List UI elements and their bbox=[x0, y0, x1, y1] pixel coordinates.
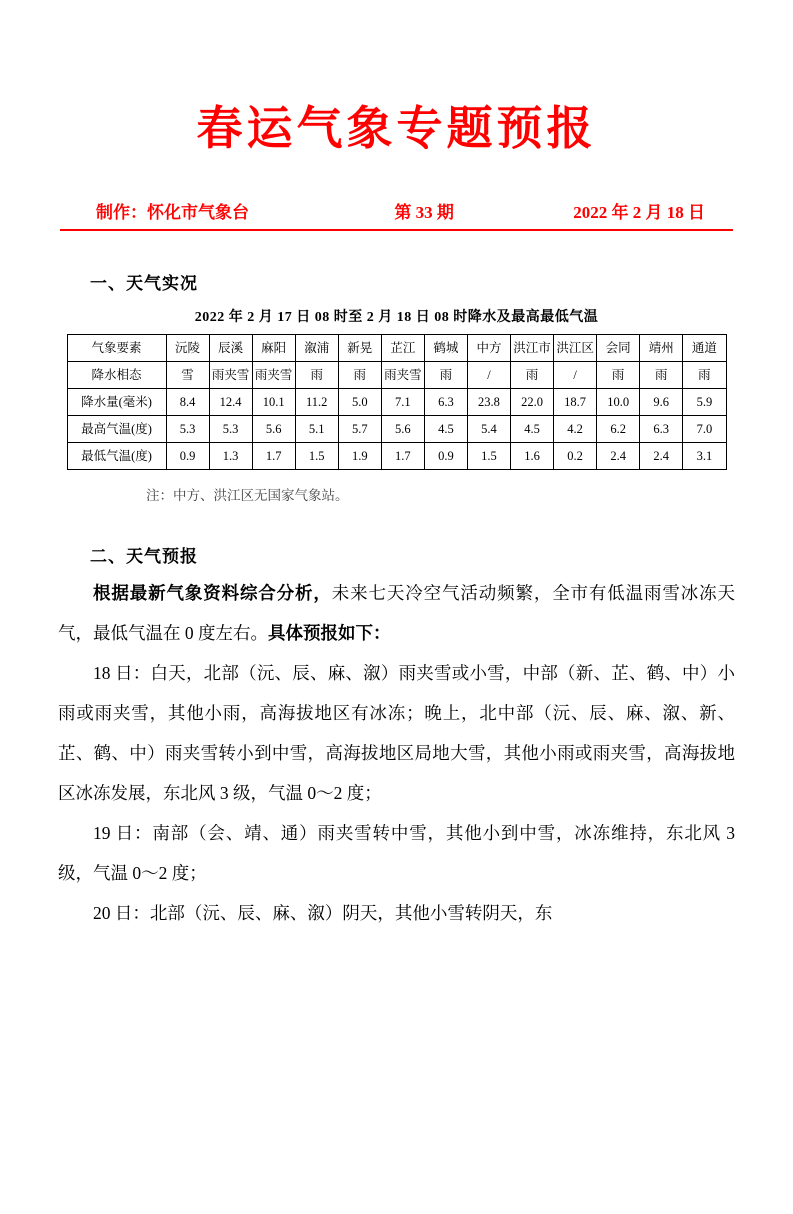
table-cell: 2.4 bbox=[640, 443, 683, 470]
section-heading-observation: 一、天气实况 bbox=[90, 274, 198, 293]
byline-issue: 第 33 期 bbox=[394, 203, 454, 222]
table-cell: 雨夹雪 bbox=[252, 362, 295, 389]
forecast-lead: 根据最新气象资料综合分析， bbox=[93, 583, 332, 603]
table-cell: 5.4 bbox=[467, 416, 510, 443]
table-cell: 0.2 bbox=[554, 443, 597, 470]
table-cell: 9.6 bbox=[640, 389, 683, 416]
table-cell: 10.0 bbox=[597, 389, 640, 416]
table-cell: 7.0 bbox=[683, 416, 726, 443]
table-cell: 23.8 bbox=[467, 389, 510, 416]
table-cell: 雨 bbox=[511, 362, 554, 389]
table-cell: 1.7 bbox=[252, 443, 295, 470]
table-cell-rowhead: 降水量(毫米) bbox=[67, 389, 166, 416]
table-cell: 2.4 bbox=[597, 443, 640, 470]
forecast-paragraph: 20 日：北部（沅、辰、麻、溆）阴天，其他小雪转阴天，东 bbox=[93, 903, 553, 923]
table-caption: 2022 年 2 月 17 日 08 时至 2 月 18 日 08 时降水及最高最低气温 bbox=[194, 310, 599, 325]
forecast-paragraph: 19 日：南部（会、靖、通）雨夹雪转中雪，其他小到中雪，冰冻维持，东北风 3 级，气温 0～2 度； bbox=[58, 823, 735, 883]
table-cell: 1.5 bbox=[295, 443, 338, 470]
table-cell-station: 洪江区 bbox=[554, 335, 597, 362]
table-cell: 1.6 bbox=[511, 443, 554, 470]
forecast-body bbox=[58, 573, 735, 933]
table-cell: 7.1 bbox=[381, 389, 424, 416]
table-cell-station: 沅陵 bbox=[166, 335, 209, 362]
table-cell: 10.1 bbox=[252, 389, 295, 416]
table-cell: 雨 bbox=[295, 362, 338, 389]
table-cell-rowhead: 最高气温(度) bbox=[67, 416, 166, 443]
page-title: 春运气象专题预报 bbox=[196, 103, 597, 154]
table-cell-rowhead: 气象要素 bbox=[67, 335, 166, 362]
table-cell: 5.9 bbox=[683, 389, 726, 416]
table-cell-station: 新晃 bbox=[338, 335, 381, 362]
table-cell: 22.0 bbox=[511, 389, 554, 416]
table-cell-station: 溆浦 bbox=[295, 335, 338, 362]
table-cell: 雨 bbox=[640, 362, 683, 389]
table-cell: / bbox=[554, 362, 597, 389]
table-cell: 雨 bbox=[424, 362, 467, 389]
weather-observation-table bbox=[67, 334, 727, 470]
table-cell: 5.0 bbox=[338, 389, 381, 416]
section-heading-forecast: 二、天气预报 bbox=[90, 547, 198, 566]
byline-producer: 制作：怀化市气象台 bbox=[96, 203, 249, 222]
document-page bbox=[0, 92, 793, 1214]
table-cell-rowhead: 降水相态 bbox=[67, 362, 166, 389]
table-cell: 4.2 bbox=[554, 416, 597, 443]
table-cell: 1.9 bbox=[338, 443, 381, 470]
table-row-header bbox=[67, 335, 726, 362]
table-cell: 12.4 bbox=[209, 389, 252, 416]
table-row bbox=[67, 389, 726, 416]
table-cell: 0.9 bbox=[166, 443, 209, 470]
table-cell: 1.7 bbox=[381, 443, 424, 470]
table-cell: 5.3 bbox=[166, 416, 209, 443]
table-cell: 5.6 bbox=[381, 416, 424, 443]
table-cell: 4.5 bbox=[424, 416, 467, 443]
table-cell: 1.5 bbox=[467, 443, 510, 470]
table-cell-rowhead: 最低气温(度) bbox=[67, 443, 166, 470]
table-cell: 0.9 bbox=[424, 443, 467, 470]
table-row bbox=[67, 362, 726, 389]
table-cell-station: 通道 bbox=[683, 335, 726, 362]
table-cell: 雨夹雪 bbox=[381, 362, 424, 389]
forecast-paragraph bbox=[58, 573, 735, 653]
table-cell: 5.1 bbox=[295, 416, 338, 443]
table-cell-station: 鹤城 bbox=[424, 335, 467, 362]
table-cell-station: 麻阳 bbox=[252, 335, 295, 362]
header-divider bbox=[60, 229, 733, 231]
forecast-tail: 具体预报如下： bbox=[268, 623, 391, 643]
byline bbox=[58, 198, 735, 223]
table-cell-station: 靖州 bbox=[640, 335, 683, 362]
table-cell: 3.1 bbox=[683, 443, 726, 470]
table-cell-station: 中方 bbox=[467, 335, 510, 362]
table-cell: 1.3 bbox=[209, 443, 252, 470]
table-cell: 11.2 bbox=[295, 389, 338, 416]
table-row bbox=[67, 416, 726, 443]
forecast-mid: 未来七天冷空气活动频繁，全市有低温雨雪冰冻天气，最低气温在 0 度左右。 bbox=[58, 583, 736, 643]
table-cell: / bbox=[467, 362, 510, 389]
table-cell: 雨 bbox=[597, 362, 640, 389]
table-cell: 6.2 bbox=[597, 416, 640, 443]
byline-date: 2022 年 2 月 18 日 bbox=[573, 203, 705, 222]
table-cell: 5.6 bbox=[252, 416, 295, 443]
table-cell: 雪 bbox=[166, 362, 209, 389]
table-cell: 5.3 bbox=[209, 416, 252, 443]
table-row bbox=[67, 443, 726, 470]
table-cell: 4.5 bbox=[511, 416, 554, 443]
table-cell: 18.7 bbox=[554, 389, 597, 416]
table-cell: 6.3 bbox=[424, 389, 467, 416]
table-note: 注：中方、洪江区无国家气象站。 bbox=[146, 488, 349, 503]
table-cell-station: 辰溪 bbox=[209, 335, 252, 362]
table-cell: 8.4 bbox=[166, 389, 209, 416]
table-cell: 雨 bbox=[338, 362, 381, 389]
forecast-paragraph: 18 日：白天，北部（沅、辰、麻、溆）雨夹雪或小雪，中部（新、芷、鹤、中）小雨或雨夹雪，其他小雨，高海拔地区有冰冻；晚上，北中部（沅、辰、麻、溆、新、芷、鹤、中）雨夹雪转小到中雪，高海拔地区局地大雪，其他小雨或雨夹雪，高海拔地区冰冻发展，东北风 3 级，气温 0～2 度； bbox=[58, 663, 735, 803]
table-cell: 雨 bbox=[683, 362, 726, 389]
table-cell: 6.3 bbox=[640, 416, 683, 443]
table-cell-station: 会同 bbox=[597, 335, 640, 362]
table-cell: 5.7 bbox=[338, 416, 381, 443]
table-cell: 雨夹雪 bbox=[209, 362, 252, 389]
table-cell-station: 洪江市 bbox=[511, 335, 554, 362]
table-cell-station: 芷江 bbox=[381, 335, 424, 362]
